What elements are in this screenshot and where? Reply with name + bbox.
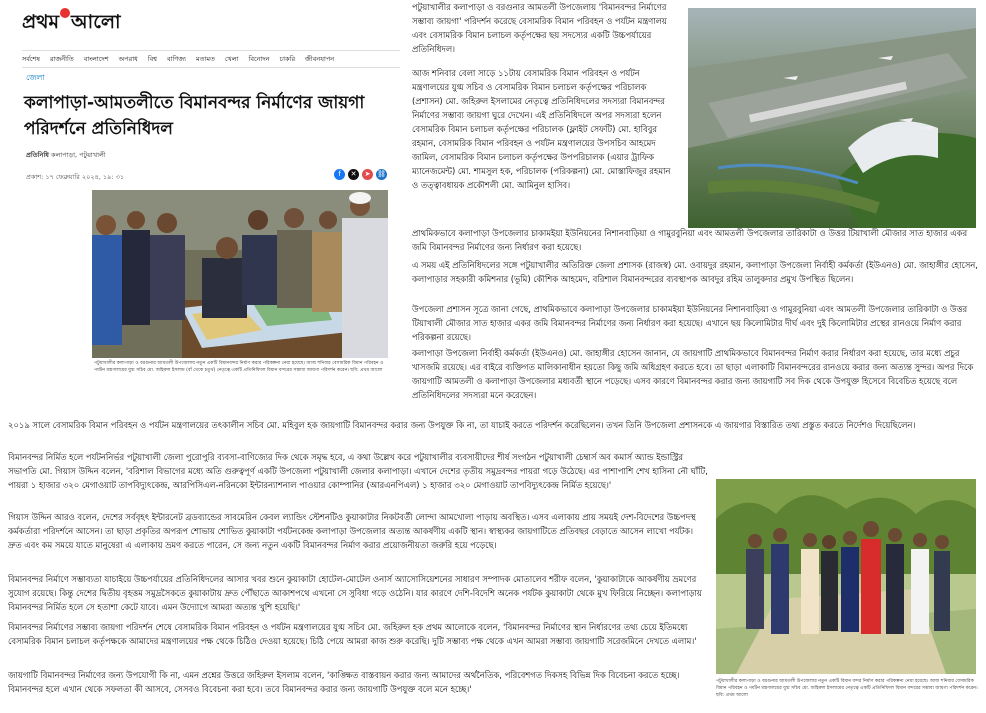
main-nav xyxy=(22,50,400,68)
officials-photo-illustration xyxy=(92,190,388,358)
nav-item[interactable]: অপরাধ xyxy=(118,54,138,63)
article-paragraph: জায়গাটি বিমানবন্দর নির্মাণের জন্য উপযোগী কি না, এমন প্রশ্নের উত্তরে জহিরুল ইসলাম বলেন, 'কাঙ্ক্ষিত বাস্তবায়ন করার জন্য আমাদের অর্থনৈতিক, পরিবেশগত দিকসহ বিভিন্ন দিক বিবেচনা করতে হচ্ছে। বিমানবন্দর হলে এখান থেকে সফলতা কী আসবে, সেসবও বিবেচনা করা হবে। তবে বিমানবন্দর করার জন্য জায়গাটি উপযুক্ত বলে মনে হচ্ছে।' xyxy=(8,670,680,694)
logo-text-2: আলো xyxy=(71,11,121,33)
copy-link-icon[interactable]: ⛓ xyxy=(377,170,386,178)
nav-item[interactable]: চাকরি xyxy=(279,54,296,63)
article-paragraph: প্রাথমিকভাবে কলাপাড়া উপজেলার চাকামইয়া ইউনিয়নের নিশানবাড়িয়া ও গামুরবুনিয়া এবং আমতলী উপজেলার তারিকাটা ও উত্তর টিয়াখালী মৌজার সাত হাজার একর জমি বিমানবন্দর নির্মাণের জন্য নির্ধারণ করা হয়েছে। xyxy=(412,228,968,252)
section-label[interactable]: জেলা xyxy=(26,73,45,82)
photo1-caption: পটুয়াখালীর কলাপাড়া ও বরগুনার আমতলী উপজেলায় নতুন একটি বিমানবন্দর নির্মাণ করার পরিকল্পনা নেয়া হয়েছে। আজ শনিবার বেসামরিক বিমান পরিবহন ও পর্যটন মন্ত্রণালয়ের যুগ্ম সচিব মো. জহিরুল ইসলাম (বাঁ থেকে চতুর্থ) নেতৃত্বে একটি প্রতিনিধিদল বিমান বন্দরের সম্ভাব্য জায়গা পরিদর্শন করেন। ছবি: প্রথম আলো xyxy=(94,361,384,373)
article-headline: কলাপাড়া-আমতলীতে বিমানবন্দর নির্মাণের জায়গা পরিদর্শনে প্রতিনিধিদল xyxy=(24,93,365,139)
facebook-icon[interactable]: f xyxy=(334,169,345,180)
article-paragraph: বিমানবন্দর নির্মিত হলে পর্যটননির্ভর পটুয়াখালী জেলা পুরোপুরি ব্যবসা-বাণিজ্যের দিক থেকে সমৃদ্ধ হবে, এ কথা উল্লেখ করে পটুয়াখালীর ব্যবসায়ীদের শীর্ষ সংগঠন পটুয়াখালী চেম্বার্স অব কমার্স অ্যান্ড ইন্ডাস্ট্রির সভাপতি মো. গিয়াস উদ্দিন বলেন, 'বরিশাল বিভাগের মধ্যে অতি গুরুত্বপূর্ণ একটি উপজেলা পটুয়াখালী জেলার কলাপাড়া। এখানে দেশের তৃতীয় সমুদ্রবন্দর পায়রা গড়ে উঠেছে। এর পাশাপাশি শেখ হাসিনা নৌ ঘাঁটি, পায়রা ১ হাজার ৩২০ মেগাওয়াট তাপবিদ্যুৎকেন্দ্র, আরপিসিএল-নরিনকো ইন্টারন্যাশনাল পাওয়ার কোম্পানির (আরএনপিএল) ১ হাজার ৩২০ মেগাওয়াট তাপবিদ্যুৎকেন্দ্র নির্মিত হয়েছে।' xyxy=(8,452,708,490)
whatsapp-icon[interactable]: ➤ xyxy=(362,169,373,180)
article-photo-officials xyxy=(92,190,388,358)
site-logo[interactable] xyxy=(22,8,162,36)
photo2-caption: পটুয়াখালীর কলাপাড়া ও বরগুনার আমতলী উপজেলার নতুন একটি বিমান বন্দর নির্মাণ করার পরিকল্পনা নেয়া হয়েছে। আজ শনিবার বেসামরিক বিমান পরিবহন ও পর্যটন মন্ত্রণালয়ের যুগ্ম সচিব মো. জহিরুল ইসলামের নেতৃত্বে একটি প্রতিনিধিদল বিমান বন্দরের সম্ভাব্য জায়গা পরিদর্শন করেন। ছবি: প্রথম আলো xyxy=(716,679,978,698)
article-photo-delegation xyxy=(716,479,976,674)
nav-item[interactable]: বিশ্ব xyxy=(147,54,157,63)
article-paragraph: কলাপাড়া উপজেলা নির্বাহী কর্মকর্তা (ইউএনও) মো. জাহাঙ্গীর হোসেন জানান, যে জায়গাটি প্রাথমিকভাবে বিমানবন্দর নির্মাণ করার নির্ধারণ করা হয়েছে, তার মধ্যে প্রচুর খাসজমি রয়েছে। এর বাইরে ব্যক্তিগত মালিকানাধীন হয়তো কিছু জমি অধিগ্রহণ করতে হবে। তা ছাড়া এলাকাটি বিমানবন্দরের রানওয়ে করার জন্য অত্যন্ত সুন্দর। অপর দিকে জায়গাটি আমতলী ও কলাপাড়া উপজেলার মধ্যবর্তী স্থানে পড়েছে। এসব কারণে বিমানবন্দর করার জন্য জায়গাটি সব দিক থেকে উপযুক্ত হিসেবে বিবেচিত হয়েছে বলে প্রতিনিধিদলের সদস্যরা মনে করেছেন। xyxy=(412,348,974,400)
byline xyxy=(26,150,106,161)
nav-item[interactable]: খেলা xyxy=(224,54,239,63)
nav-item[interactable]: মতামত xyxy=(196,54,215,63)
nav-item[interactable]: রাজনীতি xyxy=(49,54,74,63)
share-bar xyxy=(334,169,387,180)
airport-render-illustration xyxy=(688,8,976,228)
nav-item[interactable]: সর্বশেষ xyxy=(22,54,40,63)
article-paragraph: পটুয়াখালীর কলাপাড়া ও বরগুনার আমতলী উপজেলায় 'বিমানবন্দর নির্মাণের সম্ভাব্য জায়গা' পরিদর্শন করেছে বেসামরিক বিমান পরিবহন ও পর্যটন মন্ত্রণালয় এবং বেসামরিক বিমান চলাচল কর্তৃপক্ষের ছয় সদস্যের একটি উচ্চপর্যায়ের প্রতিনিধিদল। xyxy=(412,2,667,54)
nav-item[interactable]: বিনোদন xyxy=(248,54,270,63)
article-paragraph: বিমানবন্দর নির্মাণের সম্ভাব্য জায়গা পরিদর্শন শেষে বেসামরিক বিমান পরিবহন ও পর্যটন মন্ত্রণালয়ের যুগ্ম সচিব মো. জহিরুল হক প্রথম আলোকে বলেন, 'বিমানবন্দর নির্মাণের স্থান নির্ধারণের তথ্য চেয়ে ইতিমধ্যে বেসামরিক বিমান চলাচল কর্তৃপক্ষকে আমাদের মন্ত্রণালয়ের পক্ষ থেকে চিঠিও দেওয়া হয়েছে। চিঠি পেয়ে আমরা কাজ শুরু করেছি। দুটি সম্ভাব্য পক্ষ থেকে এখন আমরা সম্ভাব্য জায়গাটি সরেজমিনে দেখতে এলাম।' xyxy=(8,622,697,646)
logo-text-1: প্রথম xyxy=(22,11,60,33)
nav-item[interactable]: বাণিজ্য xyxy=(167,54,186,63)
article-paragraph: বিমানবন্দর নির্মাণে সম্ভাব্যতা যাচাইয়ে উচ্চপর্যায়ের প্রতিনিধিদলের আসার খবর শুনে কুয়াকাটা হোটেল-মোটেল ওনার্স অ্যাসোসিয়েশনের সাধারণ সম্পাদক মোতালেব শরীফ বলেন, 'কুয়াকাটাকে আকর্ষণীয় ভ্রমণের সুযোগ রয়েছে। কিন্তু দেশের দ্বিতীয় বৃহত্তম সমুদ্রসৈকতে কুয়াকাটায় দ্রুত পৌঁছাতে আকাশপথে এখনো সে সুবিধা গড়ে ওঠেনি। যার কারণে দেশি-বিদেশি অনেক পর্যটক কুয়াকাটা থেকে মুখ ফিরিয়ে নিচ্ছেন। কলাপাড়ায় বিমানবন্দর নির্মিত হলে সে হতাশা কেটে যাবে। এমন উদ্যোগে আমরা অত্যন্ত খুশি হয়েছি।' xyxy=(8,574,702,612)
publish-date: প্রকাশ: ১৭ ফেব্রুয়ারি ২০২৪, ১৯: ৩১ xyxy=(26,173,125,181)
byline-name: প্রতিনিধি xyxy=(26,151,49,159)
delegation-photo-illustration xyxy=(716,479,976,674)
article-paragraph: আজ শনিবার বেলা সাড়ে ১১টায় বেসামরিক বিমান পরিবহন ও পর্যটন মন্ত্রণালয়ের যুগ্ম সচিব ও বেসামরিক বিমান চলাচল কর্তৃপক্ষের পরিচালক (প্রশাসন) মো. জহিরুল ইসলামের নেতৃত্বে প্রতিনিধিদলের সদস্যরা বিমানবন্দর নির্মাণের সম্ভাব্য জায়গা ঘুরে দেখেন। এই প্রতিনিধিদলে অপর সদস্যরা হলেন বেসামরিক বিমান চলাচল কর্তৃপক্ষের পরিচালক (ফ্লাইট সেফটি) মো. হাবিবুর রহমান, বেসামরিক বিমান পরিবহন ও পর্যটন মন্ত্রণালয়ের উপসচিব আহমেদ জামিল, বেসামরিক বিমান চলাচল কর্তৃপক্ষের উপপরিচালক (এয়ার ট্রাফিক ম্যানেজমেন্ট) মো. শামসুল হক, পরিচালক (পরিকল্পনা) মো. মোস্তাফিজুর রহমান ও তত্ত্বাবধায়ক প্রকৌশলী মো. আমিনুল হাসিব। xyxy=(412,68,671,190)
article-paragraph: উপজেলা প্রশাসন সূত্রে জানা গেছে, প্রাথমিকভাবে কলাপাড়া উপজেলার চাকামইয়া ইউনিয়নের নিশানবাড়িয়া ও গামুরবুনিয়া এবং আমতলী উপজেলার তারিকাটা ও উত্তর টিয়াখালী মৌজার সাত হাজার একর জমি বিমানবন্দর নির্মাণের জন্য নির্ধারণ করা হয়েছে। এখানে ছয় কিলোমিটার দীর্ঘ এবং দুই কিলোমিটার প্রস্থের রানওয়ে নির্মাণ করার পরিকল্পনা রয়েছে। xyxy=(412,304,968,342)
article-paragraph: ২০১৯ সালে বেসামরিক বিমান পরিবহন ও পর্যটন মন্ত্রণালয়ের তৎকালীন সচিব মো. মহিবুল হক জায়গাটি বিমানবন্দর করার জন্য উপযুক্ত কি না, তা যাচাই করতে পরিদর্শন করেছিলেন। তখন তিনি উপজেলা প্রশাসনকে এ জায়গার বিস্তারিত তথ্য প্রস্তুত করতে নির্দেশও দিয়েছিলেন। xyxy=(8,420,916,430)
nav-item[interactable]: জীবনযাপন xyxy=(305,54,335,63)
article-paragraph: এ সময় এই প্রতিনিধিদলের সঙ্গে পটুয়াখালীর অতিরিক্ত জেলা প্রশাসক (রাজস্ব) মো. ওবায়দুর রহমান, কলাপাড়া উপজেলা নির্বাহী কর্মকর্তা (ইউএনও) মো. জাহাঙ্গীর হোসেন, কলাপাড়ার সহকারী কমিশনার (ভূমি) কৌশিক আহমেদ, বরিশাল বিমানবন্দরের ব্যবস্থাপক আবদুর রহিম তালুকদার প্রমুখ উপস্থিত ছিলেন। xyxy=(412,260,978,284)
logo-sun-icon xyxy=(60,8,70,18)
byline-place: কলাপাড়া, পটুয়াখালী xyxy=(50,151,106,159)
airport-render-image xyxy=(688,8,976,228)
nav-item[interactable]: বাংলাদেশ xyxy=(83,54,109,63)
x-icon[interactable]: ✕ xyxy=(348,169,359,180)
article-paragraph: গিয়াস উদ্দিন আরও বলেন, দেশের সর্ববৃহৎ ইন্টারনেট ব্রডব্যান্ডের সাবমেরিন কেবল ল্যান্ডিং স্টেশনটিও কুয়াকাটার নিকটবর্তী লোন্দা আমখোলা পাড়ায় অবস্থিত। এসব এলাকায় প্রায় সময়ই দেশ-বিদেশের উচ্চপদস্থ কর্মকর্তারা পরিদর্শনে আসেন। তা ছাড়া প্রকৃতির অপরূপ শোভায় শোভিত কুয়াকাটা পর্যটনকেন্দ্র কলাপাড়া উপজেলার অত্যন্ত আকর্ষণীয় একটি স্থান। স্বাস্থ্যকর জায়গাটিতে প্রতিবছর বেড়াতে আসেন লাখো পর্যটক। দ্রুত এবং কম সময়ে যাতে মানুষেরা এ এলাকায় ভ্রমণ করতে পারেন, সে জন্য নতুন একটি বিমানবন্দর নির্মাণ করার প্রয়োজনীয়তা জরুরি হয়ে পড়েছে। xyxy=(8,512,696,550)
